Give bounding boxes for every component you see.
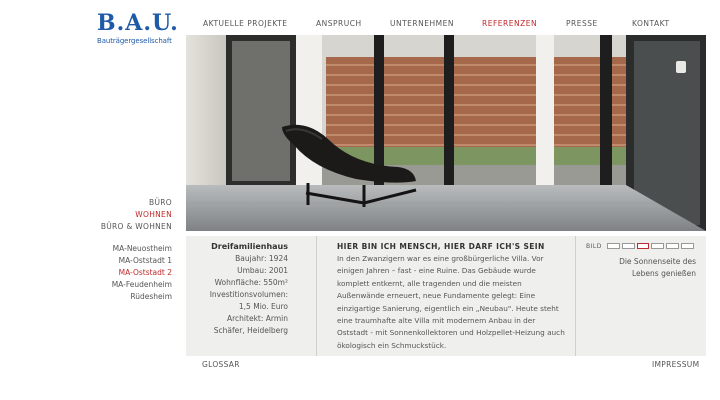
image-selector-label: BILD: [586, 242, 602, 250]
footer-impressum-link[interactable]: IMPRESSUM: [652, 360, 700, 369]
top-navigation: [186, 0, 706, 35]
fact-architekt-value: Schäfer, Heidelberg: [213, 326, 288, 335]
image-caption-line-2: Lebens genießen: [632, 269, 696, 278]
nav-referenzen[interactable]: REFERENZEN: [482, 19, 538, 28]
fact-investitionsvolumen-label: Investitionsvolumen:: [209, 290, 288, 299]
logo-subtitle: Bauträgergesellschaft: [97, 37, 172, 45]
logo[interactable]: [97, 10, 181, 46]
location-navigation: [0, 243, 172, 303]
project-description: [316, 236, 576, 356]
image-thumb-4[interactable]: [651, 243, 664, 249]
nav-unternehmen[interactable]: UNTERNEHMEN: [390, 19, 454, 28]
category-navigation: [0, 197, 172, 233]
image-thumb-3[interactable]: [637, 243, 650, 249]
fact-baujahr: Baujahr: 1924: [235, 254, 288, 263]
category-buero-wohnen[interactable]: BÜRO & WOHNEN: [100, 222, 172, 231]
image-thumb-5[interactable]: [666, 243, 679, 249]
nav-kontakt[interactable]: KONTAKT: [632, 19, 670, 28]
category-buero[interactable]: BÜRO: [149, 198, 172, 207]
project-facts: [186, 236, 300, 356]
fact-architekt-label: Architekt: Armin: [227, 314, 288, 323]
image-thumb-6[interactable]: [681, 243, 694, 249]
nav-aktuelle-projekte[interactable]: AKTUELLE PROJEKTE: [203, 19, 288, 28]
image-gallery: [576, 236, 706, 356]
article-title: HIER BIN ICH MENSCH, HIER DARF ICH'S SEIN: [337, 242, 545, 251]
fact-wohnflaeche: Wohnfläche: 550m²: [214, 278, 288, 287]
image-caption: [586, 256, 696, 280]
article-body: In den Zwanzigern war es eine großbürgerliche Villa. Vor einigen Jahren – fast - eine Ruine. Das Gebäude wurde komplett entkernt, alle tragenden und die meisten Außenwände erneuert, neue Fundamente gelegt: Eine einzigartige Sanierung, eigentlich ein „Neubau". Heute steht eine traumhafte alte Villa mit modernem Anbau in der Oststadt - mit Sonnenkollektoren und Holzpellet-Heizung auch ökologisch ein Schmuckstück.: [337, 254, 565, 350]
location-ruedesheim[interactable]: Rüdesheim: [130, 292, 172, 301]
project-title: Dreifamilienhaus: [211, 242, 288, 251]
category-wohnen[interactable]: WOHNEN: [135, 210, 172, 219]
nav-presse[interactable]: PRESSE: [566, 19, 598, 28]
logo-title: B.A.U.: [97, 10, 179, 36]
location-ma-feudenheim[interactable]: MA-Feudenheim: [111, 280, 172, 289]
interior-lounge-chair-image: [186, 35, 706, 231]
fact-umbau: Umbau: 2001: [237, 266, 288, 275]
nav-anspruch[interactable]: ANSPRUCH: [316, 19, 362, 28]
location-ma-oststadt-1[interactable]: MA-Oststadt 1: [118, 256, 172, 265]
image-selector: [586, 241, 696, 251]
image-thumb-1[interactable]: [607, 243, 620, 249]
fact-investitionsvolumen-value: 1,5 Mio. Euro: [238, 302, 288, 311]
hero-photo: [186, 35, 706, 231]
image-caption-line-1: Die Sonnenseite des: [619, 257, 696, 266]
project-info-panel: [186, 236, 706, 356]
location-ma-oststadt-2[interactable]: MA-Oststadt 2: [118, 268, 172, 277]
footer-glossar-link[interactable]: GLOSSAR: [202, 360, 240, 369]
image-thumb-2[interactable]: [622, 243, 635, 249]
location-ma-neuostheim[interactable]: MA-Neuostheim: [112, 244, 172, 253]
